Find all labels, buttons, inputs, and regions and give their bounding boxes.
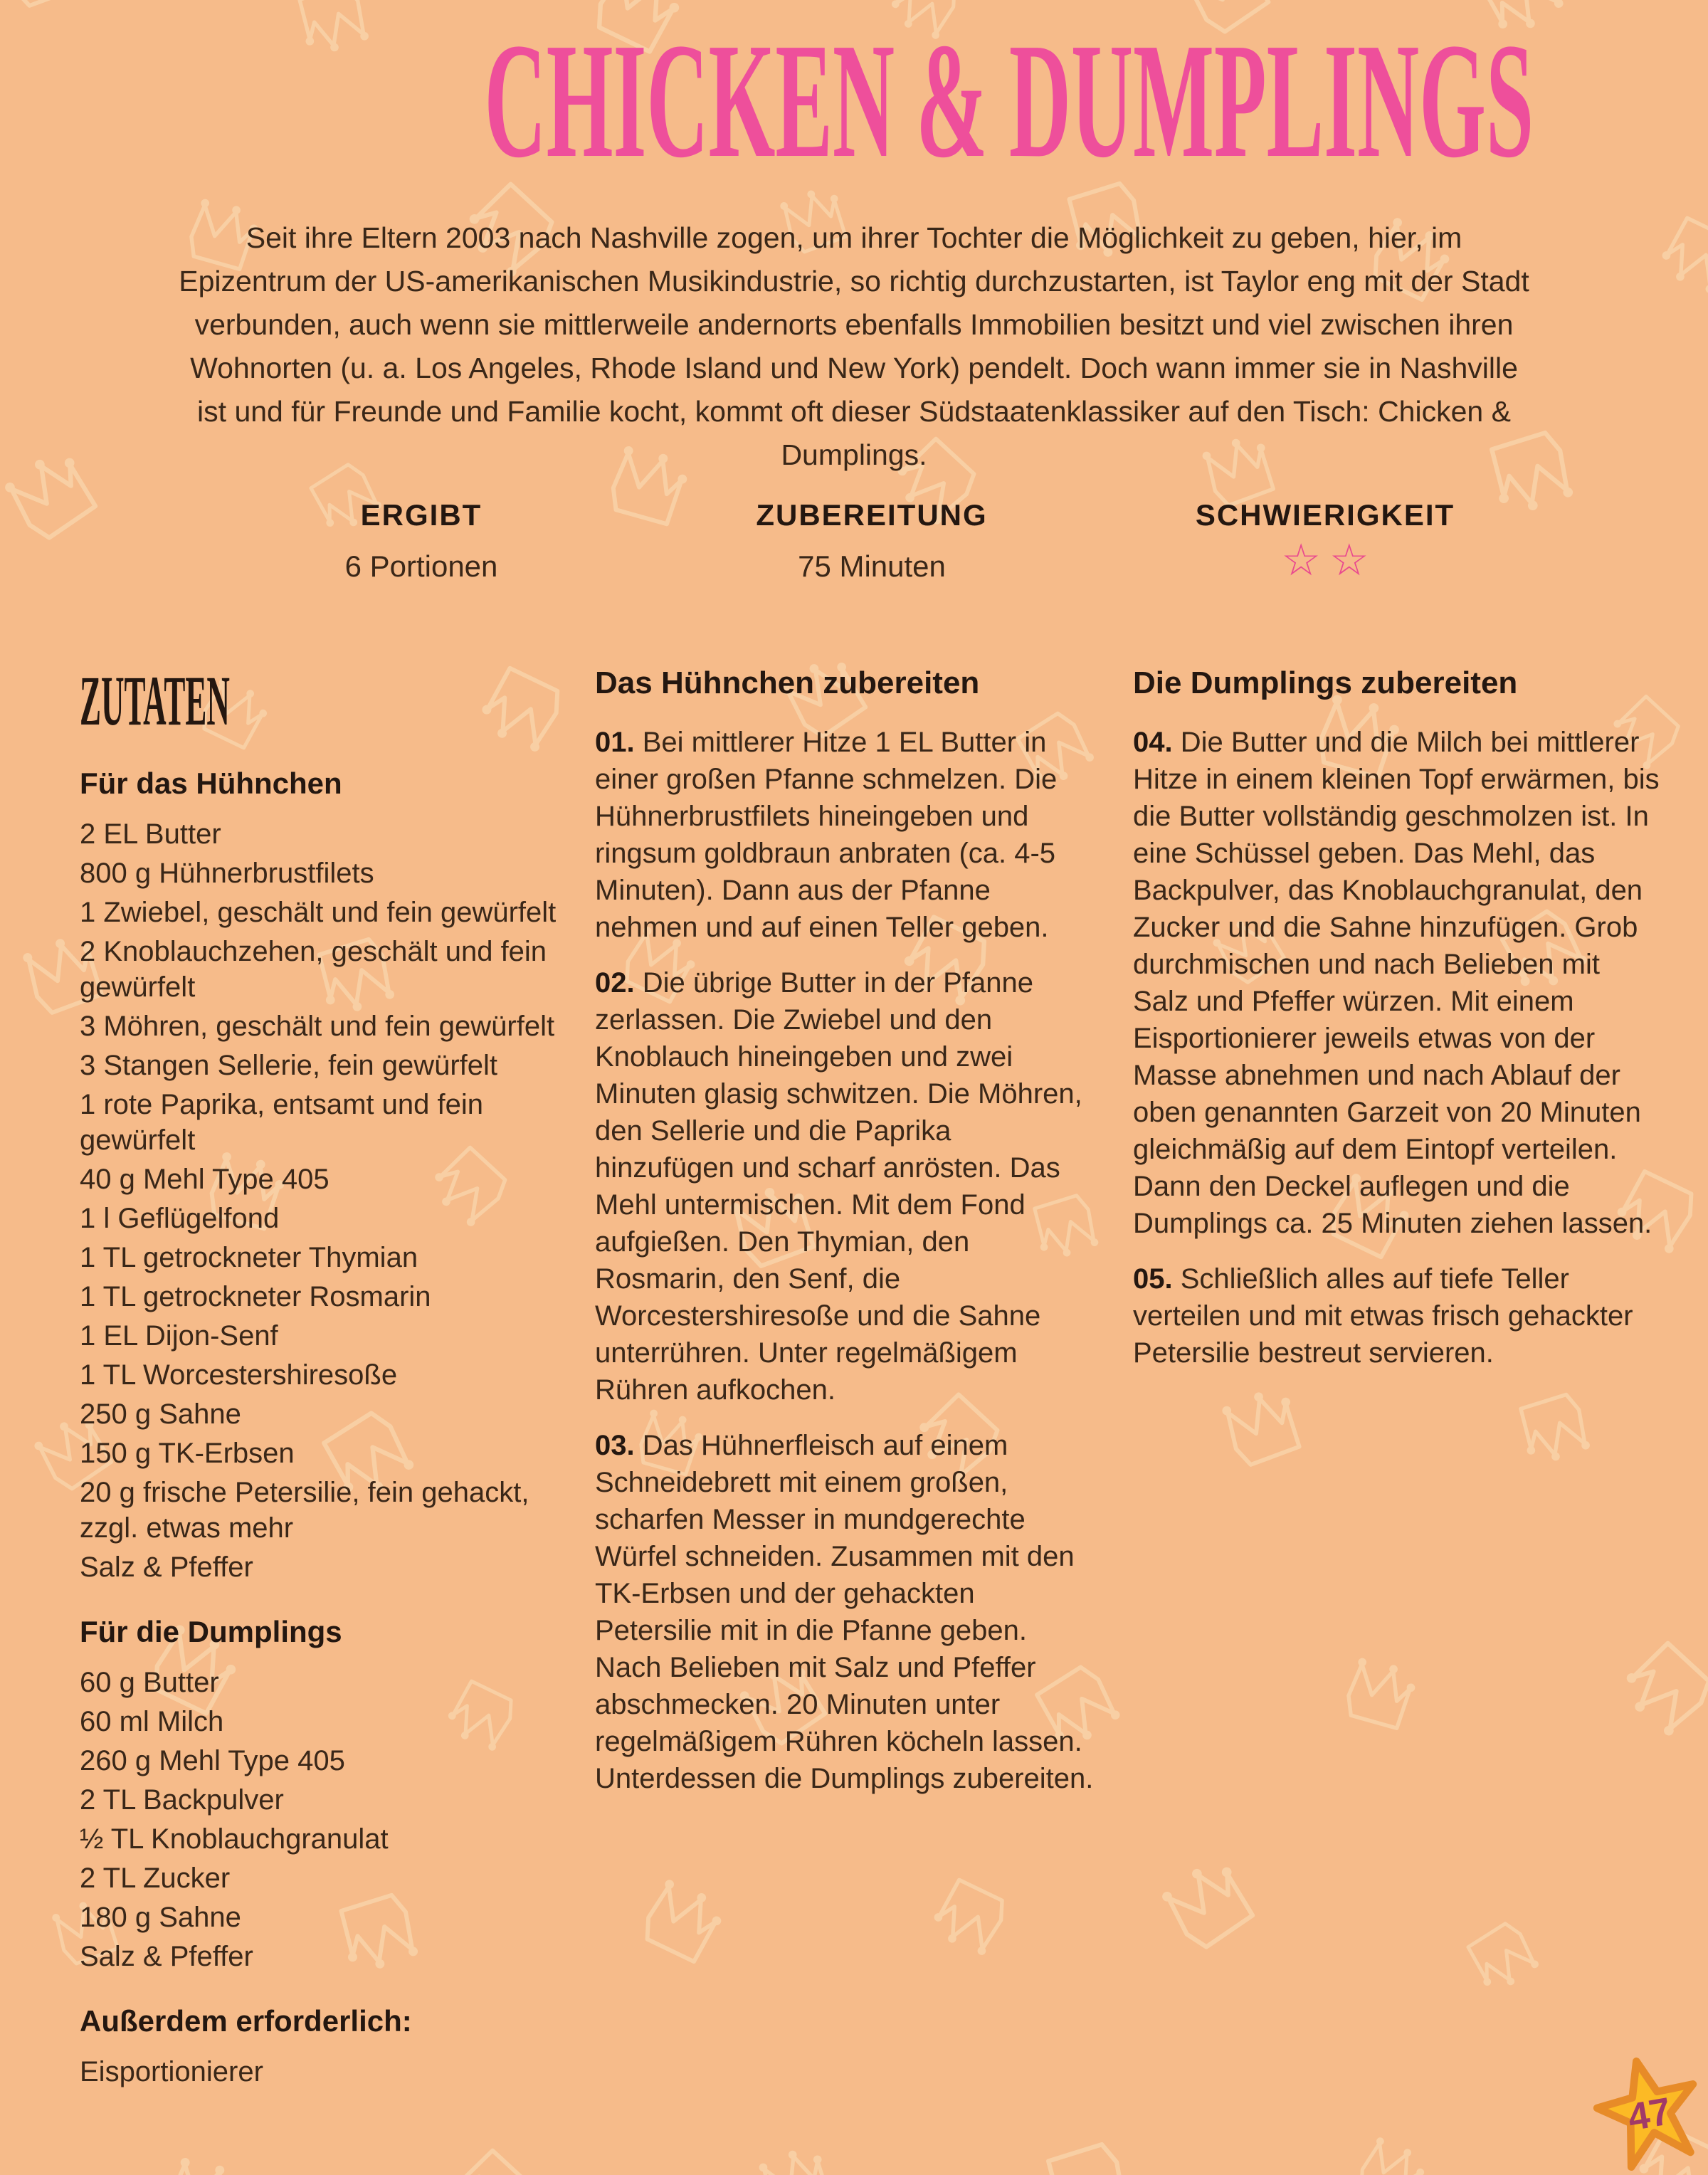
meta-prep [658,498,1085,584]
step-number: 03. [595,1430,635,1461]
instruction-step [1133,724,1660,1242]
ingredient-item: 60 ml Milch [80,1706,224,1737]
ingredient-item: 1 Zwiebel, geschält und fein gewürfelt [80,897,557,928]
ingredient-groups [80,767,578,2090]
page-number: 47 [1624,2090,1675,2139]
ingredients-column [80,661,578,2093]
meta-yield-value: 6 Portionen [344,549,498,583]
step-number: 05. [1133,1263,1173,1295]
step-text: Schließlich alles auf tiefe Teller verteilen und mit etwas frisch gehackter Petersilie bestreut servieren. [1133,1263,1633,1369]
step-text: Die übrige Butter in der Pfanne zerlassen. Die Zwiebel und den Knoblauch hineingeben und zwei Minuten glasig schwitzen. Die Möhren, den Sellerie und die Paprika hinzufügen und scharf anrösten. Das Mehl untermischen. Mit dem Fond aufgießen. Den Thymian, den Rosmarin, den Senf, die Worcestershiresoße und die Sahne unterrühren. Unter regelmäßigem Rühren aufkochen. [595,967,1082,1406]
ingredient-item: 1 rote Paprika, entsamt und fein gewürfelt [80,1089,483,1156]
ingredient-item: 1 TL getrockneter Rosmarin [80,1281,431,1312]
step-text: Das Hühnerfleisch auf einem Schneidebrett mit einem großen, scharfen Messer in mundgerechte Würfel schneiden. Zusammen mit den TK-Erbsen und der gehackten Petersilie mit in die Pfanne geben. Nach Belieben mit Salz und Pfeffer abschmecken. 20 Minuten unter regelmäßigem Rühren köcheln lassen. Unterdessen die Dumplings zubereiten. [595,1430,1094,1794]
meta-yield [208,498,635,584]
ingredient-item: 1 TL Worcestershiresoße [80,1359,398,1391]
ingredient-item: Salz & Pfeffer [80,1552,253,1583]
ingredient-item: 1 l Geflügelfond [80,1203,280,1234]
ingredient-item: ½ TL Knoblauchgranulat [80,1823,389,1855]
ingredient-item: 260 g Mehl Type 405 [80,1745,345,1776]
instruction-step [595,1427,1097,1797]
meta-yield-label: ERGIBT [360,498,483,532]
ingredient-item: 800 g Hühnerbrustfilets [80,858,374,889]
page-title [0,9,1708,192]
ingredient-item: 1 TL getrockneter Thymian [80,1242,418,1273]
ingredient-item: 2 TL Backpulver [80,1784,284,1816]
instruction-step [595,724,1097,946]
instructions-column-chicken [595,665,1097,1816]
ingredient-item: 1 EL Dijon-Senf [80,1320,278,1352]
ingredient-item: 2 Knoblauchzehen, geschält und fein gewürfelt [80,936,547,1003]
meta-prep-value: 75 Minuten [798,549,946,583]
instructions-column-dumplings [1133,665,1660,1390]
ingredient-item: 150 g TK-Erbsen [80,1438,295,1469]
difficulty-stars-icon: ☆☆ [1281,534,1378,586]
ingredients-heading [80,661,578,740]
step-number: 01. [595,727,635,758]
steps-chicken [595,724,1097,1797]
page-number-star [1593,2055,1705,2168]
instructions-heading-chicken: Das Hühnchen zubereiten [595,665,980,700]
ingredient-item: Salz & Pfeffer [80,1941,253,1972]
ingredient-item: 3 Stangen Sellerie, fein gewürfelt [80,1050,498,1081]
ingredient-group-title: Für das Hühnchen [80,767,342,800]
ingredient-item: Eisportionierer [80,2056,263,2087]
ingredient-item: 20 g frische Petersilie, fein gehackt, zzgl. etwas mehr [80,1477,529,1544]
instruction-step [1133,1260,1660,1371]
ingredient-item: 2 TL Zucker [80,1863,231,1894]
step-number: 04. [1133,727,1173,758]
step-number: 02. [595,967,635,999]
ingredient-item: 60 g Butter [80,1667,219,1698]
ingredient-group-title: Für die Dumplings [80,1615,342,1648]
ingredient-item: 2 EL Butter [80,818,221,850]
ingredient-item: 180 g Sahne [80,1902,241,1933]
page-title-text: CHICKEN & DUMPLINGS [484,9,1534,192]
intro-paragraph: Seit ihre Eltern 2003 nach Nashville zogen, um ihrer Tochter die Möglichkeit zu geben, hier, im Epizentrum der US-amerikanischen Musikindustrie, so richtig durchzustarten, ist Taylor eng mit der Stadt verbunden, auch wenn sie mittlerweile andernorts ebenfalls Immobilien besitzt und viel zwischen ihren Wohnorten (u. a. Los Angeles, Rhode Island und New York) pendelt. Doch wann immer sie in Nashville ist und für Freunde und Familie kocht, kommt oft dieser Südstaatenklassiker auf den Tisch: Chicken & Dumplings. [179,221,1529,471]
instructions-heading-dumplings: Die Dumplings zubereiten [1133,665,1518,700]
ingredients-heading-text: ZUTATEN [80,661,230,740]
step-text: Die Butter und die Milch bei mittlerer Hitze in einem kleinen Topf erwärmen, bis die Butter vollständig geschmolzen ist. In eine Schüssel geben. Das Mehl, das Backpulver, das Knoblauchgranulat, den Zucker und die Sahne hinzufügen. Grob durchmischen und nach Belieben mit Salz und Pfeffer würzen. Mit einem Eisportionierer jeweils etwas von der Masse abnehmen und nach Ablauf der oben genannten Garzeit von 20 Minuten gleichmäßig auf dem Eintopf verteilen. Dann den Deckel auflegen und die Dumplings ca. 25 Minuten ziehen lassen. [1133,727,1660,1239]
step-text: Bei mittlerer Hitze 1 EL Butter in einer großen Pfanne schmelzen. Die Hühnerbrustfilets hineingeben und ringsum goldbraun anbraten (ca. 4-5 Minuten). Dann aus der Pfanne nehmen und auf einen Teller geben. [595,727,1058,943]
ingredient-group-title: Außerdem erforderlich: [80,2004,412,2038]
meta-difficulty-label: SCHWIERIGKEIT [1195,498,1455,532]
ingredient-item: 3 Möhren, geschält und fein gewürfelt [80,1011,555,1042]
meta-difficulty [1112,498,1539,586]
steps-dumplings [1133,724,1660,1371]
meta-prep-label: ZUBEREITUNG [756,498,988,532]
instruction-step [595,964,1097,1408]
ingredient-item: 250 g Sahne [80,1399,241,1430]
ingredient-item: 40 g Mehl Type 405 [80,1164,330,1195]
